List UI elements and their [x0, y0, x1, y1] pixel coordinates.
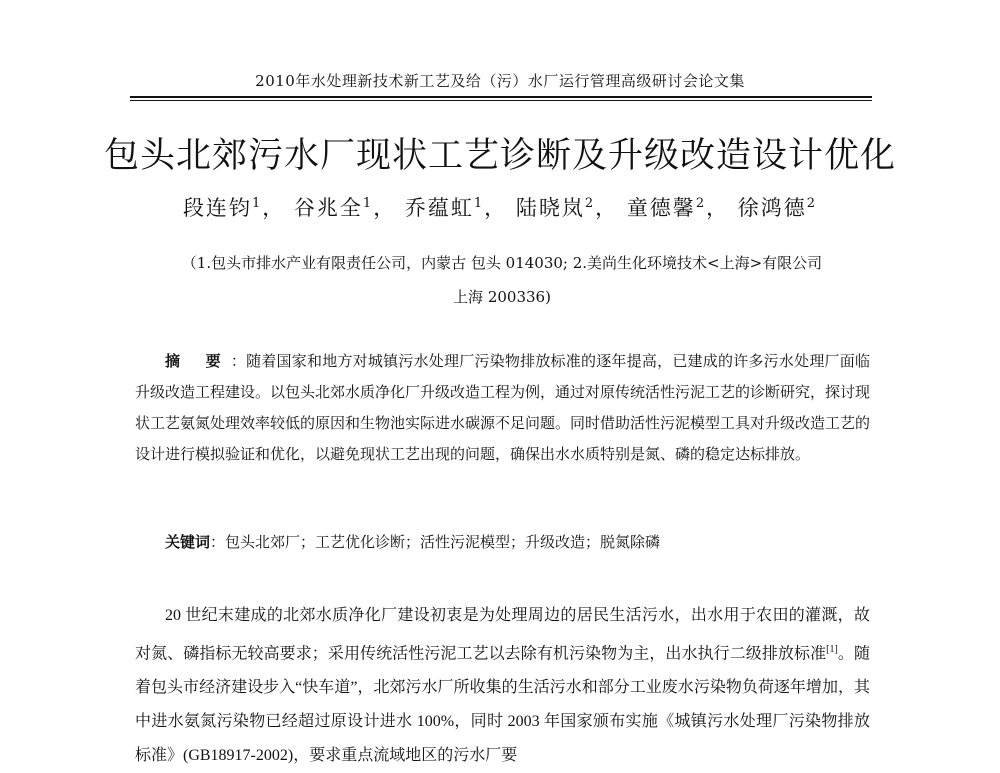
keywords [165, 527, 870, 558]
abstract-label: 摘 要 [165, 352, 231, 370]
author-name: 谷兆全 [293, 196, 363, 220]
author-name: 徐鸿德 [737, 196, 807, 220]
abstract-text: ：随着国家和地方对城镇污水处理厂污染物排放标准的逐年提高，已建成的许多污水处理厂面临升级改造工程建设。以包头北郊水质净化厂升级改造工程为例，通过对原传统活性污泥工艺的诊断研究，探讨现状工艺氨氮处理效率较低的原因和生物池实际进水碳源不足问题。同时借助活性污泥模型工具对升级改造工艺的设计进行模拟验证和优化，以避免现状工艺出现的问题，确保出水水质特别是氮、磷的稳定达标排放。 [135, 352, 871, 463]
paper-title: 包头北郊污水厂现状工艺诊断及升级改造设计优化 [103, 136, 896, 176]
keywords-text: ：包头北郊厂；工艺优化诊断；活性污泥模型；升级改造；脱氮除磷 [210, 533, 661, 551]
author-name: 童德馨 [626, 196, 696, 220]
author-name: 乔蕴虹 [404, 196, 474, 220]
affiliation-line-2: 上海 200336) [453, 288, 551, 306]
author-affil-mark: 2 [584, 196, 596, 211]
author-list: 段连钧$^1$， 谷兆全$^1$， 乔蕴虹$^1$， 陆晓岚$^2$， 童德馨$^2$， 徐鸿德$^2$ [182, 196, 818, 220]
running-header: 2010年水处理新技术新工艺及给（污）水厂运行管理高级研讨会论文集 [255, 72, 745, 90]
author-affil-mark: 2 [695, 196, 707, 211]
author-name: 陆晓岚 [515, 196, 585, 220]
body-text-part-1: 20 世纪末建成的北郊水质净化厂建设初衷是为处理周边的居民生活污水，出水用于农田的灌溉，故对氮、磷指标无较高要求；采用传统活性污泥工艺以去除有机污染物为主，出水执行二级排放标准 [135, 607, 870, 663]
citation-ref[interactable]: [1] [826, 644, 838, 655]
keywords-label: 关键词 [165, 533, 211, 551]
author-affil-mark: 1 [473, 196, 485, 211]
header-rule-thick [130, 96, 872, 98]
body-text-part-2: 。随着包头市经济建设步入“快车道”，北郊污水厂所收集的生活污水和部分工业废水污染物负荷逐年增加，其中进水氨氮污染物已经超过原设计进水 100%，同时 2003 年国家颁布实施《城镇污水处理厂污染物排放标准》(GB18917-2002)，要求重点流域地区的污水厂要 [135, 645, 870, 765]
affiliation [132, 246, 872, 314]
abstract [135, 346, 870, 470]
body-paragraph [135, 599, 870, 773]
author-affil-mark: 1 [362, 196, 374, 211]
affiliation-line-1: （1.包头市排水产业有限责任公司，内蒙古 包头 014030; 2.美尚生化环境技术<上海>有限公司 [181, 254, 823, 272]
author-affil-mark: 2 [806, 196, 818, 211]
author-name: 段连钧 [182, 196, 252, 220]
header-rule-thin [130, 100, 872, 101]
author-affil-mark: 1 [251, 196, 263, 211]
